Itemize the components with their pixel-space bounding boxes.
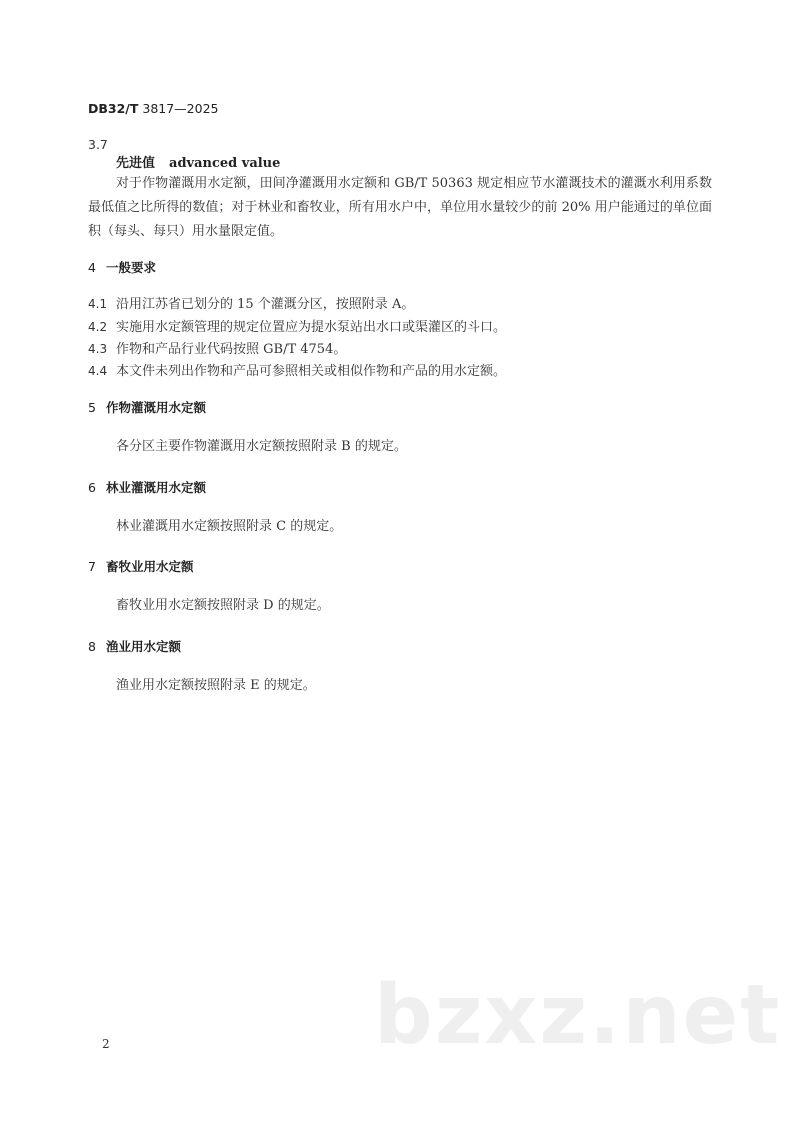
clause-number-3-7: 3.7 <box>88 137 108 152</box>
section-6-heading <box>88 478 206 496</box>
section-6-number: 6 <box>88 480 96 495</box>
section-8-number: 8 <box>88 639 96 654</box>
section-5-body: 各分区主要作物灌溉用水定额按照附录 B 的规定。 <box>116 439 407 454</box>
section-6-title: 林业灌溉用水定额 <box>106 480 207 495</box>
section-5-title: 作物灌溉用水定额 <box>106 400 207 415</box>
section-4-heading <box>88 258 156 276</box>
watermark: bzxz.net <box>374 968 782 1063</box>
item-4-4 <box>88 360 506 379</box>
section-5-number: 5 <box>88 400 96 415</box>
item-4-1 <box>88 293 414 312</box>
section-7-heading <box>88 557 194 575</box>
item-number: 4.3 <box>88 342 108 356</box>
term-english: advanced value <box>169 156 281 171</box>
item-4-3 <box>88 338 346 357</box>
term-definition: 对于作物灌溉用水定额，田间净灌溉用水定额和 GB/T 50363 规定相应节水灌溉技术的灌溉水利用系数最低值之比所得的数值；对于林业和畜牧业，所有用水户中，单位用水量较少的前 20% 用户能通过的单位面积（每头、每只）用水量限定值。 <box>88 176 712 239</box>
page-number: 2 <box>102 1037 110 1051</box>
item-number: 4.1 <box>88 297 108 311</box>
section-8-title: 渔业用水定额 <box>106 639 182 654</box>
section-4-title: 一般要求 <box>106 260 157 275</box>
item-4-2 <box>88 316 506 335</box>
item-text: 沿用江苏省已划分的 15 个灌溉分区，按照附录 A。 <box>116 297 415 312</box>
section-7-title: 畜牧业用水定额 <box>106 559 194 574</box>
section-5-heading <box>88 398 206 416</box>
standard-code-number: 3817—2025 <box>138 101 219 116</box>
term-chinese: 先进值 <box>116 156 156 171</box>
item-number: 4.2 <box>88 320 108 334</box>
term-heading <box>116 152 280 171</box>
section-8-body: 渔业用水定额按照附录 E 的规定。 <box>116 678 316 693</box>
section-4-number: 4 <box>88 260 96 275</box>
item-text: 实施用水定额管理的规定位置应为提水泵站出水口或渠灌区的斗口。 <box>116 320 507 335</box>
item-text: 本文件未列出作物和产品可参照相关或相似作物和产品的用水定额。 <box>116 364 507 379</box>
item-text: 作物和产品行业代码按照 GB/T 4754。 <box>116 342 347 357</box>
section-6-body: 林业灌溉用水定额按照附录 C 的规定。 <box>116 519 343 534</box>
section-8-heading <box>88 637 181 655</box>
standard-code-prefix: DB32/T <box>88 101 139 116</box>
section-7-number: 7 <box>88 559 96 574</box>
item-number: 4.4 <box>88 364 108 378</box>
standard-code-header <box>88 101 219 116</box>
section-7-body: 畜牧业用水定额按照附录 D 的规定。 <box>116 598 330 613</box>
